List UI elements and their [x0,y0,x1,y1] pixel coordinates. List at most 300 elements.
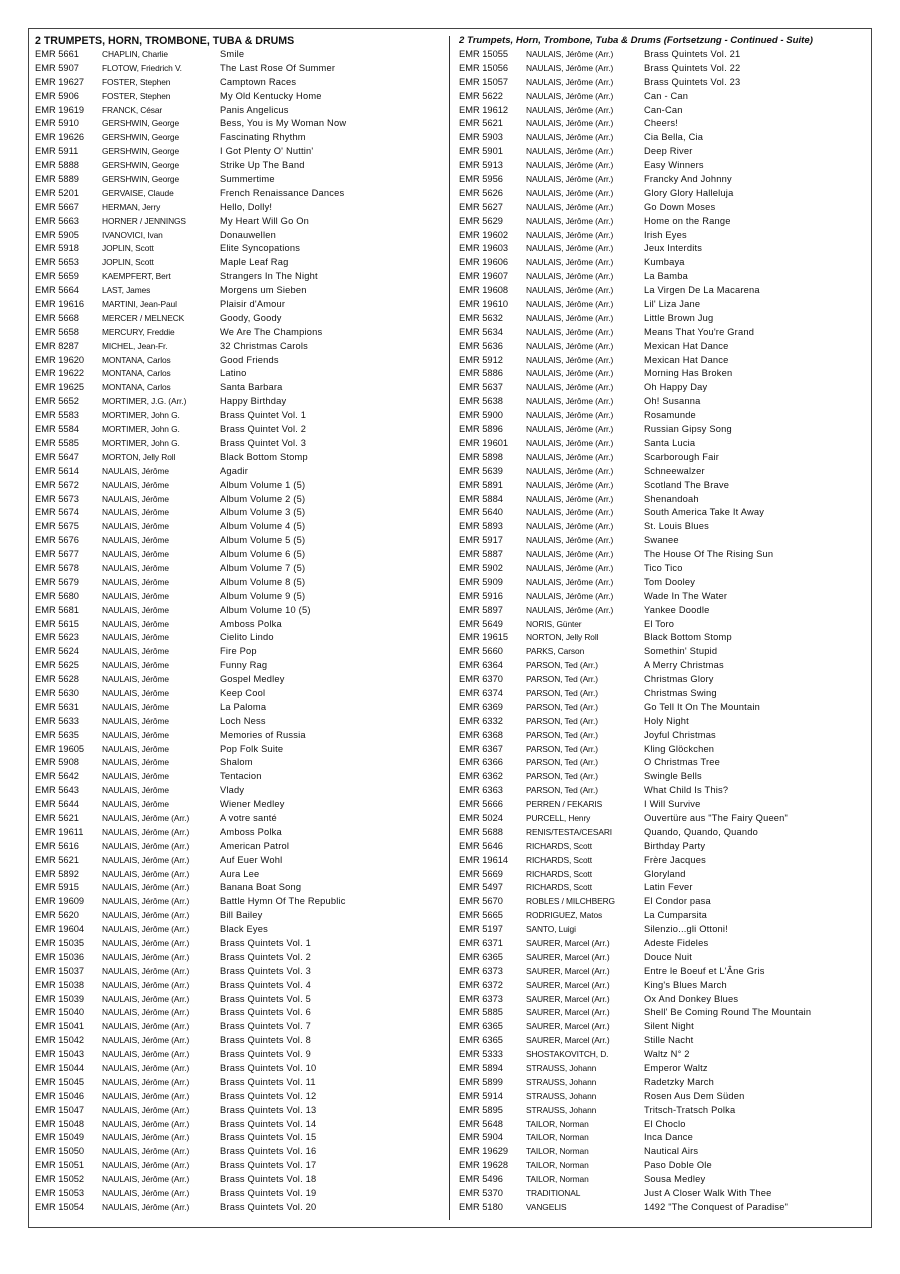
work-title: Gloryland [644,868,686,879]
work-title: La Bamba [644,271,688,282]
work-title: Ox And Donkey Blues [644,993,739,1004]
catalog-code: EMR 19603 [459,243,509,254]
composer-name: NAULAIS, Jérôme [102,701,169,712]
composer-name: NAULAIS, Jérôme [102,535,169,546]
work-title: Brass Quintets Vol. 15 [220,1132,317,1143]
catalog-row [35,631,445,645]
catalog-row [35,881,445,895]
composer-name: PARSON, Ted (Arr.) [526,715,598,726]
composer-name: NAULAIS, Jérôme (Arr.) [526,590,614,601]
catalog-code: EMR 19607 [459,271,509,282]
work-title: Kling Glöckchen [644,743,715,754]
catalog-row [459,1090,869,1104]
catalog-code: EMR 5635 [35,729,79,740]
catalog-code: EMR 5201 [35,187,79,198]
catalog-row [35,923,445,937]
work-title: Brass Quintets Vol. 2 [220,951,312,962]
catalog-code: EMR 5678 [35,562,79,573]
composer-name: NAULAIS, Jérôme (Arr.) [526,201,614,212]
catalog-code: EMR 5625 [35,660,79,671]
catalog-code: EMR 5918 [35,243,79,254]
catalog-row [35,117,445,131]
catalog-code: EMR 5197 [459,924,503,935]
catalog-row [35,534,445,548]
catalog-row [459,812,869,826]
composer-name: MORTIMER, John G. [102,410,180,421]
composer-name: PARSON, Ted (Arr.) [526,757,598,768]
catalog-row [459,1145,869,1159]
catalog-code: EMR 5628 [35,674,79,685]
catalog-row [459,909,869,923]
catalog-row [459,131,869,145]
work-title: Go Tell It On The Mountain [644,701,760,712]
composer-name: NAULAIS, Jérôme [102,576,169,587]
composer-name: NAULAIS, Jérôme (Arr.) [526,104,614,115]
work-title: Santa Barbara [220,382,283,393]
catalog-code: EMR 19608 [459,285,509,296]
catalog-row [459,1201,869,1215]
catalog-code: EMR 5648 [459,1118,503,1129]
composer-name: NAULAIS, Jérôme [102,687,169,698]
catalog-row [35,1020,445,1034]
composer-name: MONTANA, Carlos [102,368,171,379]
composer-name: NAULAIS, Jérôme (Arr.) [102,1201,190,1212]
catalog-code: EMR 6363 [459,785,503,796]
composer-name: KAEMPFERT, Bert [102,271,171,282]
catalog-row [459,993,869,1007]
catalog-code: EMR 5909 [459,576,503,587]
catalog-code: EMR 5370 [459,1188,503,1199]
composer-name: NORTON, Jelly Roll [526,632,599,643]
catalog-row [35,618,445,632]
catalog-code: EMR 15043 [35,1049,85,1060]
composer-name: JOPLIN, Scott [102,257,154,268]
catalog-row [35,1118,445,1132]
composer-name: NAULAIS, Jérôme (Arr.) [102,1021,190,1032]
catalog-row [35,729,445,743]
catalog-code: EMR 5894 [459,1063,503,1074]
catalog-row [459,76,869,90]
work-title: Summertime [220,174,275,185]
composer-name: NAULAIS, Jérôme (Arr.) [102,951,190,962]
composer-name: MORTON, Jelly Roll [102,451,176,462]
work-title: Brass Quintets Vol. 4 [220,979,312,990]
catalog-row [35,743,445,757]
composer-name: NAULAIS, Jérôme (Arr.) [526,354,614,365]
composer-name: HORNER / JENNINGS [102,215,186,226]
section-title-continued: 2 Trumpets, Horn, Trombone, Tuba & Drums (Fortsetzung - Continued - Suite) [459,35,813,46]
work-title: Birthday Party [644,840,706,851]
catalog-row [35,1062,445,1076]
composer-name: NAULAIS, Jérôme (Arr.) [102,1090,190,1101]
catalog-code: EMR 5956 [459,174,503,185]
work-title: Latino [220,368,247,379]
work-title: Go Down Moses [644,201,716,212]
composer-name: NAULAIS, Jérôme (Arr.) [526,312,614,323]
composer-name: NAULAIS, Jérôme (Arr.) [102,812,190,823]
catalog-code: EMR 19628 [459,1160,509,1171]
work-title: Joyful Christmas [644,729,716,740]
catalog-row [459,701,869,715]
work-title: Elite Syncopations [220,243,301,254]
composer-name: NAULAIS, Jérôme (Arr.) [526,160,614,171]
catalog-row [35,159,445,173]
composer-name: NAULAIS, Jérôme [102,618,169,629]
catalog-code: EMR 15048 [35,1118,85,1129]
catalog-code: EMR 5659 [35,271,79,282]
catalog-row [459,784,869,798]
work-title: Oh! Susanna [644,396,701,407]
composer-name: NAULAIS, Jérôme (Arr.) [102,1132,190,1143]
work-title: Tico Tico [644,562,683,573]
composer-name: NAULAIS, Jérôme [102,785,169,796]
catalog-list-left [35,48,445,1215]
catalog-row [35,284,445,298]
work-title: Bess, You is My Woman Now [220,118,347,129]
catalog-code: EMR 15039 [35,993,85,1004]
catalog-code: EMR 5643 [35,785,79,796]
work-title: Easy Winners [644,160,704,171]
composer-name: SHOSTAKOVITCH, D. [526,1049,609,1060]
composer-name: NAULAIS, Jérôme (Arr.) [526,299,614,310]
catalog-code: EMR 19629 [459,1146,509,1157]
work-title: Latin Fever [644,882,693,893]
catalog-row [35,1145,445,1159]
work-title: O Christmas Tree [644,757,721,768]
work-title: Brass Quintets Vol. 20 [220,1201,317,1212]
composer-name: NAULAIS, Jérôme (Arr.) [526,76,614,87]
catalog-row [459,687,869,701]
catalog-row [459,270,869,284]
catalog-code: EMR 5647 [35,451,79,462]
catalog-code: EMR 5333 [459,1049,503,1060]
catalog-row [459,881,869,895]
catalog-row [459,1187,869,1201]
catalog-code: EMR 15041 [35,1021,85,1032]
catalog-row [459,145,869,159]
catalog-code: EMR 5675 [35,521,79,532]
catalog-row [35,479,445,493]
catalog-row [35,868,445,882]
composer-name: PARSON, Ted (Arr.) [526,687,598,698]
catalog-code: EMR 5892 [35,868,79,879]
work-title: Brass Quintet Vol. 1 [220,410,307,421]
catalog-row [35,173,445,187]
work-title: Brass Quintets Vol. 18 [220,1174,317,1185]
catalog-row [459,673,869,687]
catalog-row [35,131,445,145]
catalog-code: EMR 5583 [35,410,79,421]
composer-name: NAULAIS, Jérôme (Arr.) [102,1188,190,1199]
catalog-code: EMR 5899 [459,1076,503,1087]
composer-name: NAULAIS, Jérôme [102,799,169,810]
composer-name: NAULAIS, Jérôme (Arr.) [526,257,614,268]
catalog-row [35,1076,445,1090]
composer-name: SAURER, Marcel (Arr.) [526,965,610,976]
catalog-code: EMR 6366 [459,757,503,768]
catalog-row [35,298,445,312]
catalog-code: EMR 5910 [35,118,79,129]
catalog-row [35,256,445,270]
catalog-code: EMR 5895 [459,1104,503,1115]
catalog-row [459,173,869,187]
catalog-code: EMR 5670 [459,896,503,907]
work-title: 1492 "The Conquest of Paradise" [644,1201,789,1212]
catalog-row [35,1048,445,1062]
catalog-row [35,979,445,993]
work-title: Bill Bailey [220,910,263,921]
composer-name: GERSHWIN, George [102,174,180,185]
catalog-row [35,909,445,923]
catalog-row [35,1034,445,1048]
catalog-row [459,326,869,340]
work-title: Entre le Boeuf et L'Âne Gris [644,965,765,976]
work-title: Morgens um Sieben [220,285,307,296]
composer-name: NAULAIS, Jérôme (Arr.) [526,285,614,296]
catalog-code: EMR 15049 [35,1132,85,1143]
composer-name: STRAUSS, Johann [526,1090,597,1101]
composer-name: NAULAIS, Jérôme [102,743,169,754]
catalog-row [459,104,869,118]
catalog-row [35,395,445,409]
work-title: American Patrol [220,840,290,851]
catalog-row [459,381,869,395]
work-title: Shenandoah [644,493,699,504]
work-title: A votre santé [220,812,277,823]
composer-name: NAULAIS, Jérôme (Arr.) [526,340,614,351]
work-title: Brass Quintets Vol. 16 [220,1146,317,1157]
work-title: Radetzky March [644,1076,714,1087]
catalog-code: EMR 5667 [35,201,79,212]
composer-name: SAURER, Marcel (Arr.) [526,993,610,1004]
composer-name: TAILOR, Norman [526,1118,589,1129]
composer-name: CHAPLIN, Charlie [102,49,168,59]
catalog-row [35,812,445,826]
catalog-row [35,854,445,868]
catalog-code: EMR 19616 [35,299,85,310]
catalog-code: EMR 19602 [459,229,509,240]
catalog-row [459,312,869,326]
composer-name: NAULAIS, Jérôme (Arr.) [102,1104,190,1115]
catalog-row [35,465,445,479]
catalog-row [459,354,869,368]
column-divider [449,36,450,1220]
catalog-row [459,715,869,729]
work-title: Nautical Airs [644,1146,699,1157]
catalog-code: EMR 6368 [459,729,503,740]
catalog-code: EMR 6373 [459,993,503,1004]
composer-name: NAULAIS, Jérôme (Arr.) [102,1035,190,1046]
catalog-code: EMR 5658 [35,326,79,337]
work-title: Mexican Hat Dance [644,340,729,351]
composer-name: NAULAIS, Jérôme (Arr.) [526,576,614,587]
composer-name: NAULAIS, Jérôme (Arr.) [102,868,190,879]
work-title: Glory Glory Halleluja [644,187,734,198]
catalog-row [35,90,445,104]
work-title: Camptown Races [220,76,297,87]
catalog-row [459,493,869,507]
work-title: Christmas Glory [644,674,714,685]
catalog-code: EMR 19615 [459,632,509,643]
catalog-row [35,1006,445,1020]
work-title: We Are The Champions [220,326,323,337]
catalog-row [459,117,869,131]
catalog-code: EMR 6365 [459,1021,503,1032]
catalog-code: EMR 6365 [459,951,503,962]
catalog-row [459,90,869,104]
composer-name: NAULAIS, Jérôme [102,521,169,532]
catalog-code: EMR 5639 [459,465,503,476]
catalog-code: EMR 5621 [459,118,503,129]
catalog-code: EMR 5627 [459,201,503,212]
catalog-row [459,367,869,381]
composer-name: JOPLIN, Scott [102,243,154,254]
work-title: Stille Nacht [644,1035,694,1046]
catalog-code: EMR 5674 [35,507,79,518]
composer-name: NAULAIS, Jérôme (Arr.) [102,1007,190,1018]
catalog-row [35,1131,445,1145]
catalog-code: EMR 5676 [35,535,79,546]
composer-name: TAILOR, Norman [526,1146,589,1157]
catalog-row [459,187,869,201]
catalog-code: EMR 5621 [35,854,79,865]
work-title: I Will Survive [644,799,701,810]
catalog-code: EMR 5905 [35,229,79,240]
catalog-code: EMR 5660 [459,646,503,657]
composer-name: NAULAIS, Jérôme (Arr.) [526,604,614,615]
catalog-row [459,465,869,479]
work-title: Battle Hymn Of The Republic [220,896,346,907]
composer-name: NAULAIS, Jérôme (Arr.) [526,368,614,379]
composer-name: NAULAIS, Jérôme (Arr.) [102,1076,190,1087]
catalog-code: EMR 15047 [35,1104,85,1115]
catalog-row [35,645,445,659]
composer-name: NAULAIS, Jérôme (Arr.) [526,215,614,226]
composer-name: MORTIMER, John G. [102,424,180,435]
catalog-code: EMR 19622 [35,368,85,379]
work-title: Wade In The Water [644,590,728,601]
composer-name: PURCELL, Henry [526,812,591,823]
catalog-row [459,340,869,354]
work-title: Little Brown Jug [644,312,714,323]
work-title: Wiener Medley [220,799,285,810]
catalog-code: EMR 19611 [35,826,84,837]
work-title: Album Volume 5 (5) [220,535,306,546]
composer-name: RICHARDS, Scott [526,868,592,879]
catalog-code: EMR 5900 [459,410,503,421]
catalog-code: EMR 15045 [35,1076,85,1087]
catalog-row [35,409,445,423]
work-title: Aura Lee [220,868,260,879]
catalog-row [459,840,869,854]
work-title: Agadir [220,465,249,476]
work-title: Album Volume 9 (5) [220,590,306,601]
catalog-code: EMR 15040 [35,1007,85,1018]
catalog-code: EMR 5631 [35,701,79,712]
work-title: Shell' Be Coming Round The Mountain [644,1007,812,1018]
work-title: El Choclo [644,1118,686,1129]
catalog-code: EMR 5677 [35,549,79,560]
composer-name: NAULAIS, Jérôme [102,729,169,740]
catalog-row [35,937,445,951]
catalog-row [459,409,869,423]
work-title: Cielito Lindo [220,632,274,643]
composer-name: NAULAIS, Jérôme [102,604,169,615]
catalog-code: EMR 6365 [459,1035,503,1046]
composer-name: PARSON, Ted (Arr.) [526,701,598,712]
catalog-row [459,743,869,757]
catalog-row [459,1048,869,1062]
catalog-code: EMR 5913 [459,160,503,171]
catalog-code: EMR 6364 [459,660,503,671]
work-title: Scotland The Brave [644,479,730,490]
catalog-code: EMR 5901 [459,146,503,157]
catalog-code: EMR 5661 [35,49,79,59]
work-title: Fascinating Rhythm [220,132,306,143]
composer-name: RICHARDS, Scott [526,882,592,893]
work-title: Brass Quintet Vol. 2 [220,424,307,435]
catalog-code: EMR 19619 [35,104,85,115]
composer-name: NAULAIS, Jérôme [102,715,169,726]
work-title: Deep River [644,146,693,157]
catalog-row [35,48,445,62]
work-title: Album Volume 6 (5) [220,549,306,560]
catalog-code: EMR 6369 [459,701,503,712]
work-title: Gospel Medley [220,674,285,685]
work-title: Banana Boat Song [220,882,302,893]
catalog-code: EMR 6370 [459,674,503,685]
catalog-code: EMR 5688 [459,826,503,837]
catalog-row [35,367,445,381]
catalog-code: EMR 5653 [35,257,79,268]
catalog-row [35,104,445,118]
catalog-code: EMR 19614 [459,854,509,865]
work-title: Brass Quintets Vol. 17 [220,1160,317,1171]
catalog-row [35,1090,445,1104]
composer-name: PARSON, Ted (Arr.) [526,729,598,740]
catalog-row [459,729,869,743]
catalog-code: EMR 19625 [35,382,85,393]
composer-name: TRADITIONAL [526,1188,581,1199]
catalog-code: EMR 19604 [35,924,85,935]
catalog-code: EMR 5626 [459,187,503,198]
composer-name: NAULAIS, Jérôme (Arr.) [526,507,614,518]
work-title: Brass Quintets Vol. 14 [220,1118,317,1129]
work-title: Album Volume 7 (5) [220,562,306,573]
work-title: Shalom [220,757,253,768]
catalog-code: EMR 5672 [35,479,79,490]
work-title: Adeste Fideles [644,938,709,948]
work-title: Home on the Range [644,215,731,226]
work-title: 32 Christmas Carols [220,340,309,351]
catalog-row [459,756,869,770]
work-title: Amboss Polka [220,618,282,629]
catalog-row [35,187,445,201]
catalog-row [459,1118,869,1132]
composer-name: VANGELIS [526,1201,567,1212]
composer-name: NAULAIS, Jérôme (Arr.) [102,1160,190,1171]
composer-name: NAULAIS, Jérôme [102,660,169,671]
catalog-row [35,270,445,284]
catalog-code: EMR 5885 [459,1007,503,1018]
work-title: Santa Lucia [644,437,696,448]
catalog-row [35,965,445,979]
work-title: Good Friends [220,354,279,365]
work-title: Strike Up The Band [220,160,305,171]
catalog-code: EMR 15051 [35,1160,85,1171]
catalog-code: EMR 5911 [35,146,79,157]
composer-name: NAULAIS, Jérôme [102,632,169,643]
